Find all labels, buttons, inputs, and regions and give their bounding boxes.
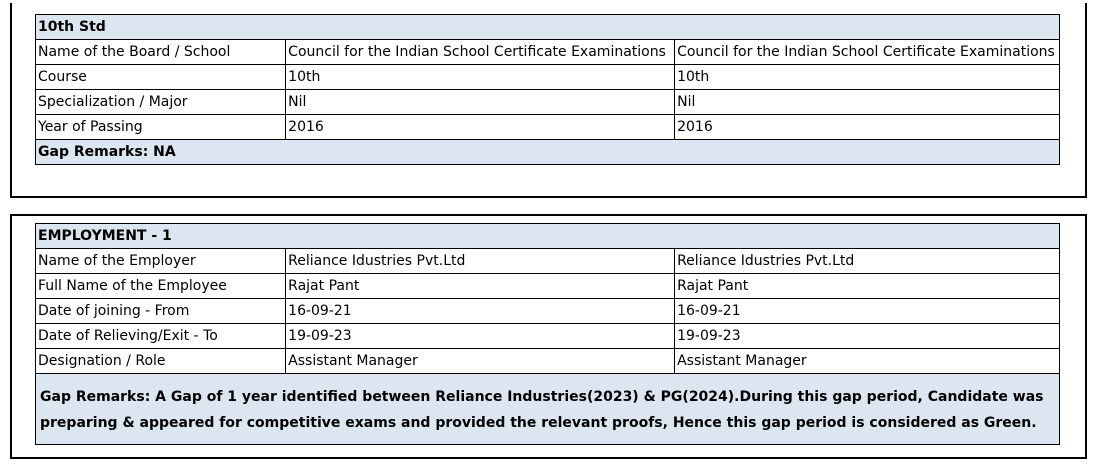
employment-table bbox=[35, 223, 1060, 445]
row-value-verified: Rajat Pant bbox=[675, 274, 1060, 299]
row-value: Reliance Idustries Pvt.Ltd bbox=[286, 249, 675, 274]
table-row bbox=[36, 65, 1060, 90]
row-value: Rajat Pant bbox=[286, 274, 675, 299]
row-value: 16-09-21 bbox=[286, 299, 675, 324]
row-label: Course bbox=[36, 65, 286, 90]
section-title: 10th Std bbox=[36, 15, 1060, 40]
row-value: 10th bbox=[286, 65, 675, 90]
table-row bbox=[36, 115, 1060, 140]
row-label: Year of Passing bbox=[36, 115, 286, 140]
education-table bbox=[35, 14, 1060, 165]
row-value: Nil bbox=[286, 90, 675, 115]
section-title: EMPLOYMENT - 1 bbox=[36, 224, 1060, 249]
table-row bbox=[36, 274, 1060, 299]
table-row bbox=[36, 349, 1060, 374]
row-value-verified: 10th bbox=[675, 65, 1060, 90]
row-label: Name of the Board / School bbox=[36, 40, 286, 65]
table-row bbox=[36, 299, 1060, 324]
row-label: Name of the Employer bbox=[36, 249, 286, 274]
row-value-verified: 2016 bbox=[675, 115, 1060, 140]
row-value: Assistant Manager bbox=[286, 349, 675, 374]
row-value-verified: 16-09-21 bbox=[675, 299, 1060, 324]
gap-remarks: Gap Remarks: A Gap of 1 year identified between Reliance Industries(2023) & PG(2024).During this gap period, Candidate was preparing & appeared for competitive exams and provided the relevant proofs, Hence this gap period is considered as Green. bbox=[36, 374, 1060, 445]
row-label: Specialization / Major bbox=[36, 90, 286, 115]
table-row bbox=[36, 249, 1060, 274]
row-value-verified: Council for the Indian School Certificate Examinations bbox=[675, 40, 1060, 65]
row-value: 2016 bbox=[286, 115, 675, 140]
table-row bbox=[36, 324, 1060, 349]
row-value-verified: 19-09-23 bbox=[675, 324, 1060, 349]
row-label: Full Name of the Employee bbox=[36, 274, 286, 299]
row-label: Designation / Role bbox=[36, 349, 286, 374]
row-value-verified: Assistant Manager bbox=[675, 349, 1060, 374]
row-label: Date of Relieving/Exit - To bbox=[36, 324, 286, 349]
row-value: Council for the Indian School Certificate Examinations bbox=[286, 40, 675, 65]
row-label: Date of joining - From bbox=[36, 299, 286, 324]
table-row bbox=[36, 40, 1060, 65]
gap-remarks: Gap Remarks: NA bbox=[36, 140, 1060, 165]
row-value: 19-09-23 bbox=[286, 324, 675, 349]
row-value-verified: Nil bbox=[675, 90, 1060, 115]
row-value-verified: Reliance Idustries Pvt.Ltd bbox=[675, 249, 1060, 274]
table-row bbox=[36, 90, 1060, 115]
